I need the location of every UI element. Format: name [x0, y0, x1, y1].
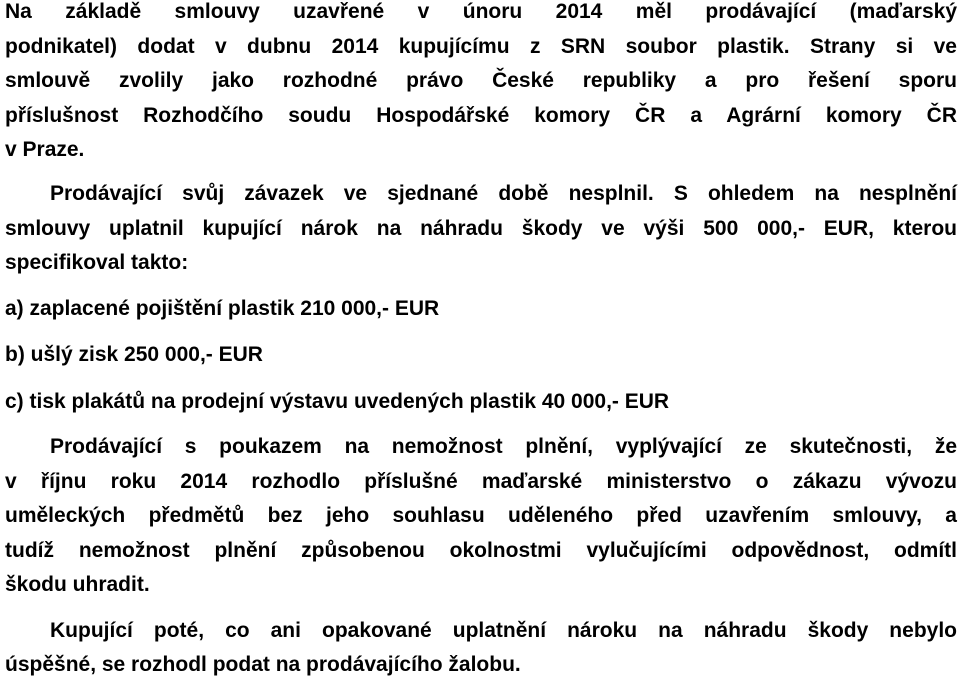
- text-line: škodu uhradit.: [5, 573, 150, 596]
- text-line: Kupující poté, co ani opakované uplatnění nároku na náhradu škody nebylo: [50, 619, 957, 642]
- text-line: uměleckých předmětů bez jeho souhlasu uděleného před uzavřením smlouvy, a: [5, 504, 957, 527]
- text-line: úspěšné, se rozhodl podat na prodávajícího žalobu.: [5, 653, 521, 676]
- list-item: c) tisk plakátů na prodejní výstavu uvedených plastik 40 000,- EUR: [5, 390, 670, 413]
- text-line: smlouvy uplatnil kupující nárok na náhradu škody ve výši 500 000,- EUR, kterou: [5, 217, 957, 240]
- text-line: smlouvě zvolily jako rozhodné právo České republiky a pro řešení sporu: [5, 69, 957, 92]
- text-line: specifikoval takto:: [5, 251, 189, 274]
- text-line: tudíž nemožnost plnění způsobenou okolnostmi vylučujícími odpovědnost, odmítl: [5, 539, 957, 562]
- text-line: Prodávající s poukazem na nemožnost plnění, vyplývající ze skutečnosti, že: [50, 435, 957, 458]
- list-item: a) zaplacené pojištění plastik 210 000,- EUR: [5, 297, 440, 320]
- text-line: podnikatel) dodat v dubnu 2014 kupujícímu z SRN soubor plastik. Strany si ve: [5, 35, 957, 58]
- text-line: v Praze.: [5, 138, 85, 161]
- text-line: Prodávající svůj závazek ve sjednané době nesplnil. S ohledem na nesplnění: [50, 182, 957, 205]
- text-line: v říjnu roku 2014 rozhodlo příslušné maďarské ministerstvo o zákazu vývozu: [5, 470, 957, 493]
- text-line: Na základě smlouvy uzavřené v únoru 2014 měl prodávající (maďarský: [5, 0, 957, 23]
- text-line: příslušnost Rozhodčího soudu Hospodářské komory ČR a Agrární komory ČR: [5, 104, 957, 127]
- list-item: b) ušlý zisk 250 000,- EUR: [5, 343, 263, 366]
